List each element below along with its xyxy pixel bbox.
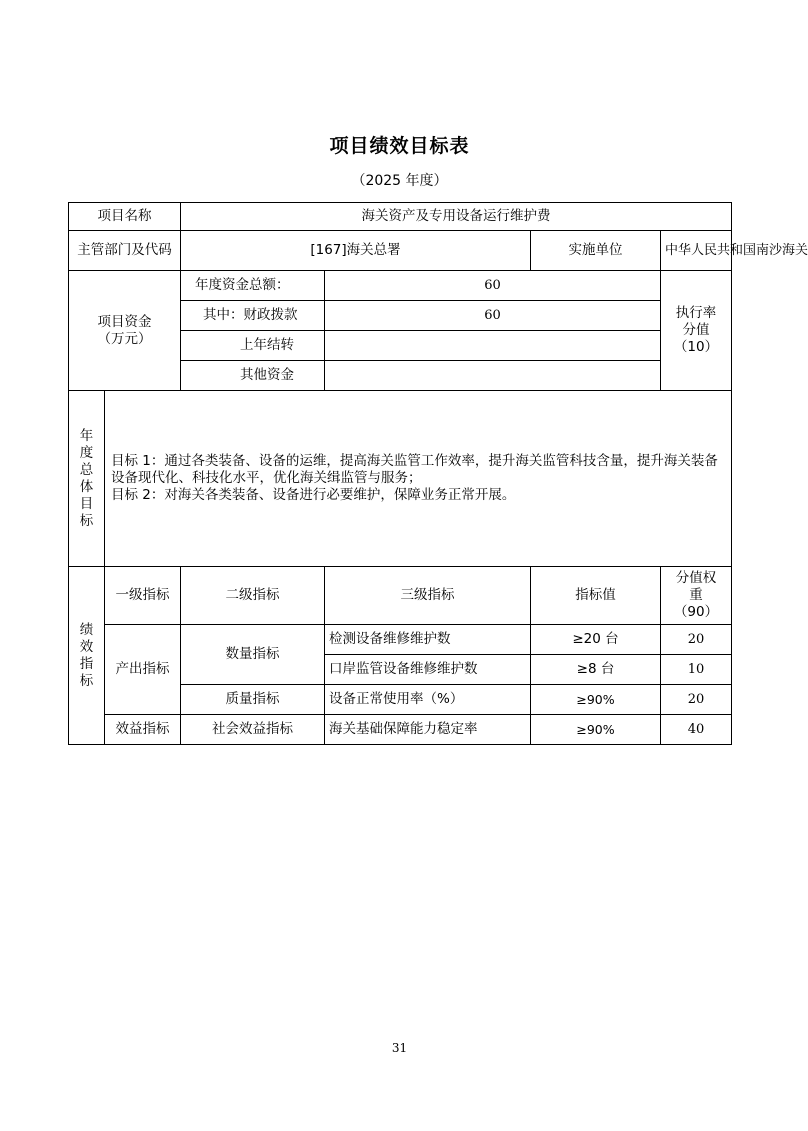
header-weight-line3: （90） xyxy=(673,604,719,620)
benefit-label: 效益指标 xyxy=(105,715,181,745)
social-label: 社会效益指标 xyxy=(181,715,325,745)
indicator-1-value: ≥20 台 xyxy=(531,625,661,655)
goal-label-char: 总 xyxy=(79,461,94,478)
funds-label-line2: （万元） xyxy=(97,330,152,347)
perf-label-char: 效 xyxy=(79,638,94,655)
dept-label: 主管部门及代码 xyxy=(69,231,181,271)
goal-row xyxy=(69,391,732,567)
goal-label-char: 标 xyxy=(79,512,94,529)
quantity-label: 数量指标 xyxy=(181,625,325,685)
funds-total-value: 60 xyxy=(325,271,661,301)
performance-target-table xyxy=(68,202,808,745)
quality-label: 质量指标 xyxy=(181,685,325,715)
perf-label-char: 指 xyxy=(79,655,94,672)
header-weight-line1: 分值权 xyxy=(675,570,717,586)
unit-value: 中华人民共和国南沙海关 xyxy=(661,231,732,271)
header-level2: 二级指标 xyxy=(181,567,325,625)
indicator-3-weight: 20 xyxy=(661,685,732,715)
unit-label: 实施单位 xyxy=(531,231,661,271)
indicator-2-value: ≥8 台 xyxy=(531,655,661,685)
funds-label-line1: 项目资金 xyxy=(97,313,152,330)
goal-line-2: 目标 2：对海关各类装备、设备进行必要维护，保障业务正常开展。 xyxy=(111,487,516,503)
goal-label-char: 度 xyxy=(79,444,94,461)
output-label: 产出指标 xyxy=(105,625,181,715)
year-label: （2025 年度） xyxy=(351,173,448,189)
indicator-4-weight: 40 xyxy=(661,715,732,745)
indicator-2: 口岸监管设备维修维护数 xyxy=(325,655,531,685)
project-name-value: 海关资产及专用设备运行维护费 xyxy=(181,203,732,231)
dept-value: [167]海关总署 xyxy=(181,231,531,271)
indicator-3: 设备正常使用率（%） xyxy=(325,685,531,715)
goal-label xyxy=(69,391,105,567)
exec-rate-cell xyxy=(661,271,732,391)
indicator-3-value: ≥90% xyxy=(531,685,661,715)
indicator-4-value: ≥90% xyxy=(531,715,661,745)
table-row xyxy=(69,625,732,655)
perf-label-char: 标 xyxy=(79,672,94,689)
funds-total-label: 年度资金总额： xyxy=(181,271,325,301)
indicator-4: 海关基础保障能力稳定率 xyxy=(325,715,531,745)
goal-line-1: 目标 1：通过各类装备、设备的运维，提高海关监管工作效率，提升海关监管科技含量，提升海关装备设备现代化、科技化水平，优化海关缉监管与服务； xyxy=(111,453,718,486)
perf-header-row xyxy=(69,567,732,625)
funds-carryover-value xyxy=(325,331,661,361)
funds-fiscal-value: 60 xyxy=(325,301,661,331)
page-number: 31 xyxy=(391,1041,408,1055)
indicator-1-weight: 20 xyxy=(661,625,732,655)
exec-rate-line1: 执行率 xyxy=(675,305,717,321)
dept-row xyxy=(69,231,732,271)
header-weight xyxy=(661,567,732,625)
funds-other-label: 其他资金 xyxy=(181,361,325,391)
funds-other-value xyxy=(325,361,661,391)
goal-label-char: 体 xyxy=(79,478,94,495)
goal-label-char: 目 xyxy=(79,495,94,512)
funds-label xyxy=(69,271,181,391)
goal-label-char: 年 xyxy=(79,427,94,444)
header-value: 指标值 xyxy=(531,567,661,625)
page-title: 项目绩效目标表 xyxy=(329,135,470,157)
funds-fiscal-label: 其中：财政拨款 xyxy=(181,301,325,331)
funds-carryover-label: 上年结转 xyxy=(181,331,325,361)
exec-rate-line2: 分值 xyxy=(682,322,710,338)
goal-text xyxy=(105,391,732,567)
indicator-2-weight: 10 xyxy=(661,655,732,685)
exec-rate-line3: （10） xyxy=(673,339,719,355)
header-level3: 三级指标 xyxy=(325,567,531,625)
table-row xyxy=(69,715,732,745)
header-level1: 一级指标 xyxy=(105,567,181,625)
perf-label xyxy=(69,567,105,745)
funds-row xyxy=(69,271,732,301)
perf-label-char: 绩 xyxy=(79,621,94,638)
header-weight-line2: 重 xyxy=(689,587,703,603)
project-name-label: 项目名称 xyxy=(69,203,181,231)
indicator-1: 检测设备维修维护数 xyxy=(325,625,531,655)
project-name-row xyxy=(69,203,732,231)
